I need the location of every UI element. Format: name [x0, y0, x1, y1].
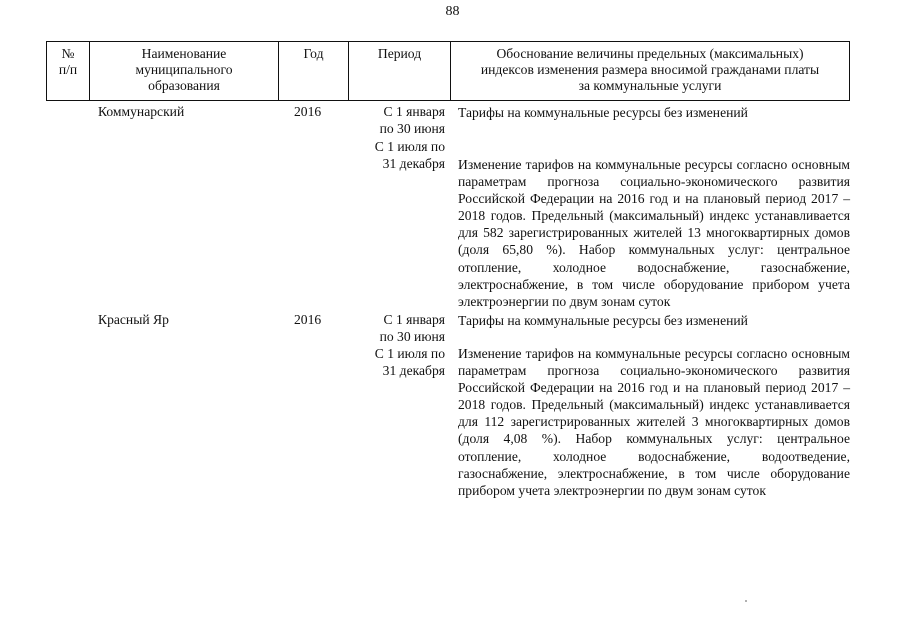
table-top-border: [46, 41, 850, 42]
basis-first-half: Тарифы на коммунальные ресурсы без изменений: [458, 313, 748, 328]
period-first-half: С 1 января по 30 июня: [379, 104, 445, 136]
year: 2016: [294, 312, 322, 327]
table-right-border: [849, 41, 850, 101]
basis-second-half: Изменение тарифов на коммунальные ресурсы согласно основным параметрам прогноза социально-экономического развития Российской Федерации на 2016 год и на плановый период 2017 – 2018 годов. Предельный (максимальный) индекс устанавливается для 582 зарегистрированных жителей 13 многоквартирных домов (доля 65,80 %). Набор коммунальных услуг: центральное отопление, холодное водоснабжение, газоснабжение, электроснабжение, в том числе оборудование прибором учета электроэнергии по двум зонам суток: [458, 157, 850, 309]
basis-first-half: Тарифы на коммунальные ресурсы без изменений: [458, 105, 748, 120]
header-basis: Обоснование величины предельных (максимальных) индексов изменения размера вносимой гражданами платы за коммунальные услуги: [480, 46, 820, 93]
scan-speck: [745, 600, 747, 602]
period-second-half: С 1 июля по 31 декабря: [374, 139, 445, 171]
period-second-half: С 1 июля по 31 декабря: [374, 346, 445, 378]
header-municipality-name: Наименование муниципального образования: [135, 46, 233, 93]
page-number: 88: [445, 4, 460, 19]
municipality-name: Красный Яр: [98, 312, 169, 327]
basis-second-half: Изменение тарифов на коммунальные ресурсы согласно основным параметрам прогноза социально-экономического развития Российской Федерации на 2016 год и на плановый период 2017 – 2018 годов. Предельный (максимальный) индекс устанавливается для 112 зарегистрированных жителей 3 многоквартирных домов (доля 4,08 %). Набор коммунальных услуг: центральное отопление, холодное водоснабжение, водоотведение, газоснабжение, электроснабжение, в том числе оборудование прибором учета электроэнергии по двум зонам суток: [458, 346, 850, 498]
header-year: Год: [303, 46, 324, 61]
municipality-name: Коммунарский: [98, 104, 185, 119]
table-header-bottom-border: [46, 100, 850, 101]
year: 2016: [294, 104, 322, 119]
header-number: № п/п: [58, 46, 78, 77]
period-first-half: С 1 января по 30 июня: [379, 312, 445, 344]
header-period: Период: [377, 46, 422, 61]
